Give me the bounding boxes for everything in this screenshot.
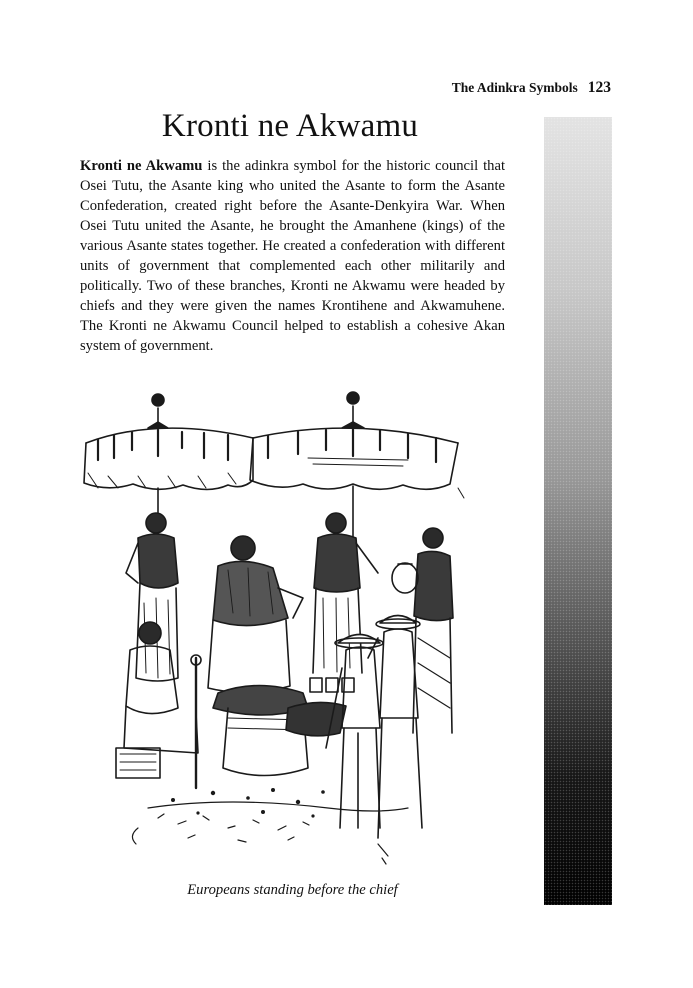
running-header-title: The Adinkra Symbols — [451, 80, 578, 95]
page-number: 123 — [587, 79, 611, 96]
right-attendant — [392, 528, 453, 733]
table-objects — [213, 678, 354, 776]
illustration-drawing — [78, 388, 468, 866]
paragraph-text: is the adinkra symbol for the historic council that Osei Tutu, the Asante king who united the Asante to form the Asante Confederation, created right before the Asante-Denkyira War. When Osei Tutu united the Asante, he brought the Amanhene (kings) of the various Asante states together. He created a confederation with different units of government that complemented each other militarily and politically. Two of these branches, Kronti ne Akwamu were headed by chiefs and they were given the names Krontihene and Akwamuhene. The Kronti ne Akwamu Council helped to establish a cohesive Akan system of government. — [80, 158, 506, 354]
side-gradient-bar — [544, 117, 612, 905]
chapter-title: Kronti ne Akwamu — [161, 108, 419, 144]
ground-pattern — [132, 802, 408, 864]
figure-caption: Europeans standing before the chief — [187, 882, 398, 898]
seated-chief — [208, 536, 303, 693]
center-attendant — [313, 513, 378, 673]
chief-illustration — [78, 388, 468, 866]
lead-term: Kronti ne Akwamu — [80, 158, 203, 174]
running-header — [452, 79, 611, 97]
seated-figure-left — [116, 622, 201, 788]
left-umbrella — [84, 394, 253, 558]
body-paragraph — [80, 156, 505, 356]
right-umbrella — [250, 392, 464, 548]
